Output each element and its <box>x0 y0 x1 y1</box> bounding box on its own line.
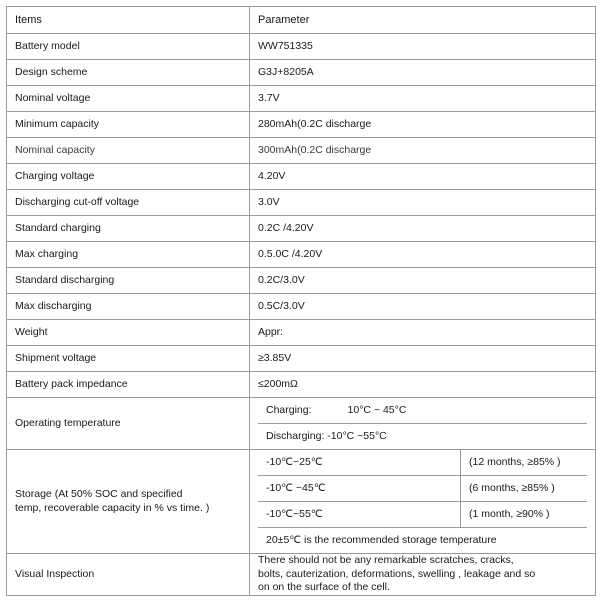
row-label: Battery pack impedance <box>7 372 250 398</box>
storage-label-line2: temp, recoverable capacity in % vs time. ) <box>15 501 210 514</box>
row-value: 280mAh(0.2C discharge <box>250 112 596 138</box>
row-label: Shipment voltage <box>7 346 250 372</box>
visual-inspection-line3: on on the surface of the cell. <box>258 581 390 594</box>
discharging-temperature-value: Discharging: -10°C ~55°C <box>266 429 387 442</box>
table-row <box>7 112 596 138</box>
row-value: ≤200mΩ <box>250 372 596 398</box>
table-header-row <box>7 7 596 34</box>
battery-specification-table <box>6 6 596 596</box>
storage-note: 20±5℃ is the recommended storage temperature <box>266 533 497 546</box>
row-label: Standard discharging <box>7 268 250 294</box>
row-value: WW751335 <box>250 34 596 60</box>
operating-temperature-values <box>250 398 596 450</box>
table-row <box>7 268 596 294</box>
storage-subrow-note <box>258 528 587 554</box>
row-value: 3.7V <box>250 86 596 112</box>
table-row-operating-temperature <box>7 398 596 450</box>
row-label: Discharging cut-off voltage <box>7 190 250 216</box>
storage-subrow <box>258 502 587 528</box>
storage-temp-range: -10℃ ~45℃ <box>258 476 461 502</box>
row-value: 4.20V <box>250 164 596 190</box>
row-value: G3J+8205A <box>250 60 596 86</box>
table-row <box>7 320 596 346</box>
visual-inspection-line2: bolts, cauterization, deformations, swelling , leakage and so <box>258 567 536 580</box>
row-label: Design scheme <box>7 60 250 86</box>
row-value: Appr: <box>250 320 596 346</box>
row-label: Max charging <box>7 242 250 268</box>
row-label: Nominal capacity <box>7 138 250 164</box>
storage-subrow <box>258 476 587 502</box>
storage-condition: (12 months, ≥85% ) <box>461 450 588 476</box>
table-row <box>7 190 596 216</box>
visual-inspection-line1: There should not be any remarkable scratches, cracks, <box>258 554 514 566</box>
storage-condition: (6 months, ≥85% ) <box>461 476 588 502</box>
table-row <box>7 164 596 190</box>
table-row <box>7 242 596 268</box>
table-row-storage <box>7 450 596 554</box>
row-value: ≥3.85V <box>250 346 596 372</box>
table-row <box>7 86 596 112</box>
row-label: Battery model <box>7 34 250 60</box>
row-label: Nominal voltage <box>7 86 250 112</box>
column-header-parameter: Parameter <box>250 7 596 34</box>
operating-temperature-subtable <box>258 398 587 449</box>
storage-subrow <box>258 450 587 476</box>
charging-label: Charging: <box>266 403 312 416</box>
row-label: Weight <box>7 320 250 346</box>
row-value: 3.0V <box>250 190 596 216</box>
table-row <box>7 138 596 164</box>
row-value: 0.2C/3.0V <box>250 268 596 294</box>
row-label-visual-inspection: Visual Inspection <box>7 554 250 596</box>
subrow-charging <box>258 398 587 424</box>
storage-temp-range: -10℃~25℃ <box>258 450 461 476</box>
row-label: Max discharging <box>7 294 250 320</box>
storage-label-line1: Storage (At 50% SOC and specified <box>15 487 183 500</box>
row-value: 0.5C/3.0V <box>250 294 596 320</box>
table-row-visual-inspection <box>7 554 596 596</box>
visual-inspection-text <box>250 554 596 596</box>
subrow-discharging <box>258 424 587 450</box>
row-label: Standard charging <box>7 216 250 242</box>
row-label-operating-temperature: Operating temperature <box>7 398 250 450</box>
table-row <box>7 294 596 320</box>
storage-subtable <box>258 450 587 553</box>
row-value: 0.5.0C /4.20V <box>250 242 596 268</box>
row-value: 300mAh(0.2C discharge <box>250 138 596 164</box>
table-row <box>7 60 596 86</box>
table-row <box>7 34 596 60</box>
table-row <box>7 346 596 372</box>
charging-temperature-value: 10°C ~ 45°C <box>347 403 407 416</box>
table-row <box>7 372 596 398</box>
row-label: Charging voltage <box>7 164 250 190</box>
table-row <box>7 216 596 242</box>
charging-temperature-cell <box>258 398 587 424</box>
row-label: Minimum capacity <box>7 112 250 138</box>
column-header-items: Items <box>7 7 250 34</box>
storage-temp-range: -10℃~55℃ <box>258 502 461 528</box>
storage-condition: (1 month, ≥90% ) <box>461 502 588 528</box>
row-label-storage <box>7 450 250 554</box>
row-value: 0.2C /4.20V <box>250 216 596 242</box>
storage-values <box>250 450 596 554</box>
